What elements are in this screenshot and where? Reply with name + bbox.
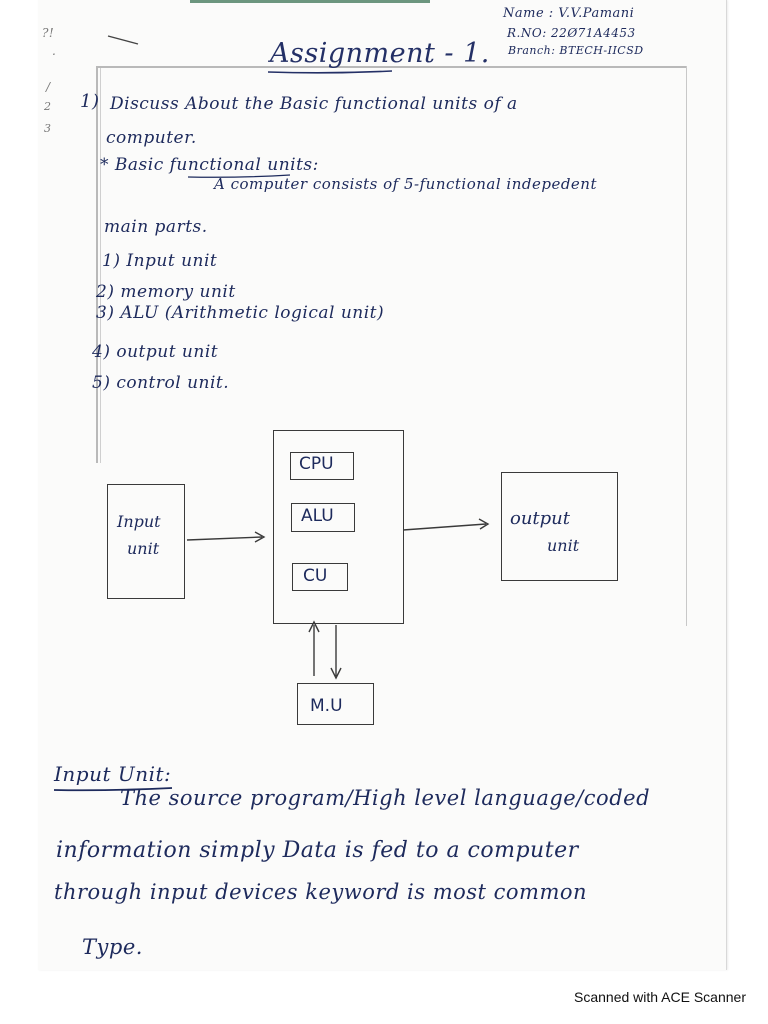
- input-unit-heading: Input Unit:: [54, 762, 172, 786]
- list-item: 2) memory unit: [96, 282, 236, 302]
- roll-number: R.NO: 22Ø71A4453: [507, 26, 636, 40]
- cpu-label: CPU: [299, 454, 334, 474]
- input-unit-label: unit: [127, 539, 160, 558]
- list-item: 5) control unit.: [92, 373, 230, 393]
- intro-line: main parts.: [104, 217, 208, 237]
- student-name: Name : V.V.Pamani: [503, 6, 635, 21]
- margin-mark: 3: [44, 122, 52, 135]
- scanner-watermark: Scanned with ACE Scanner: [574, 989, 746, 1005]
- output-unit-label: unit: [547, 536, 580, 555]
- question-number: 1): [80, 91, 100, 112]
- paragraph-line: information simply Data is fed to a computer: [56, 838, 579, 863]
- intro-line: A computer consists of 5-functional indepedent: [214, 175, 597, 193]
- margin-mark: ?!: [42, 26, 55, 40]
- question-line: computer.: [106, 128, 197, 148]
- paragraph-line: through input devices keyword is most common: [54, 880, 588, 904]
- section-heading: * Basic functional units:: [100, 155, 319, 175]
- output-unit-label: output: [510, 508, 571, 529]
- page-title: Assignment - 1.: [270, 38, 490, 69]
- list-item: 1) Input unit: [102, 251, 218, 271]
- paragraph-line: Type.: [82, 935, 143, 959]
- paragraph-line: The source program/High level language/coded: [120, 786, 651, 810]
- question-line: Discuss About the Basic functional units of a: [110, 94, 518, 114]
- memory-unit-label: M.U: [310, 696, 343, 716]
- branch: Branch: BTECH-IICSD: [508, 44, 644, 57]
- alu-label: ALU: [301, 506, 334, 526]
- cu-label: CU: [303, 566, 328, 586]
- list-item: 3) ALU (Arithmetic logical unit): [96, 303, 385, 323]
- margin-mark: 2: [44, 100, 52, 113]
- margin-mark: /: [46, 80, 51, 94]
- margin-mark: .: [52, 44, 57, 58]
- list-item: 4) output unit: [92, 342, 219, 362]
- input-unit-label: Input: [117, 512, 161, 531]
